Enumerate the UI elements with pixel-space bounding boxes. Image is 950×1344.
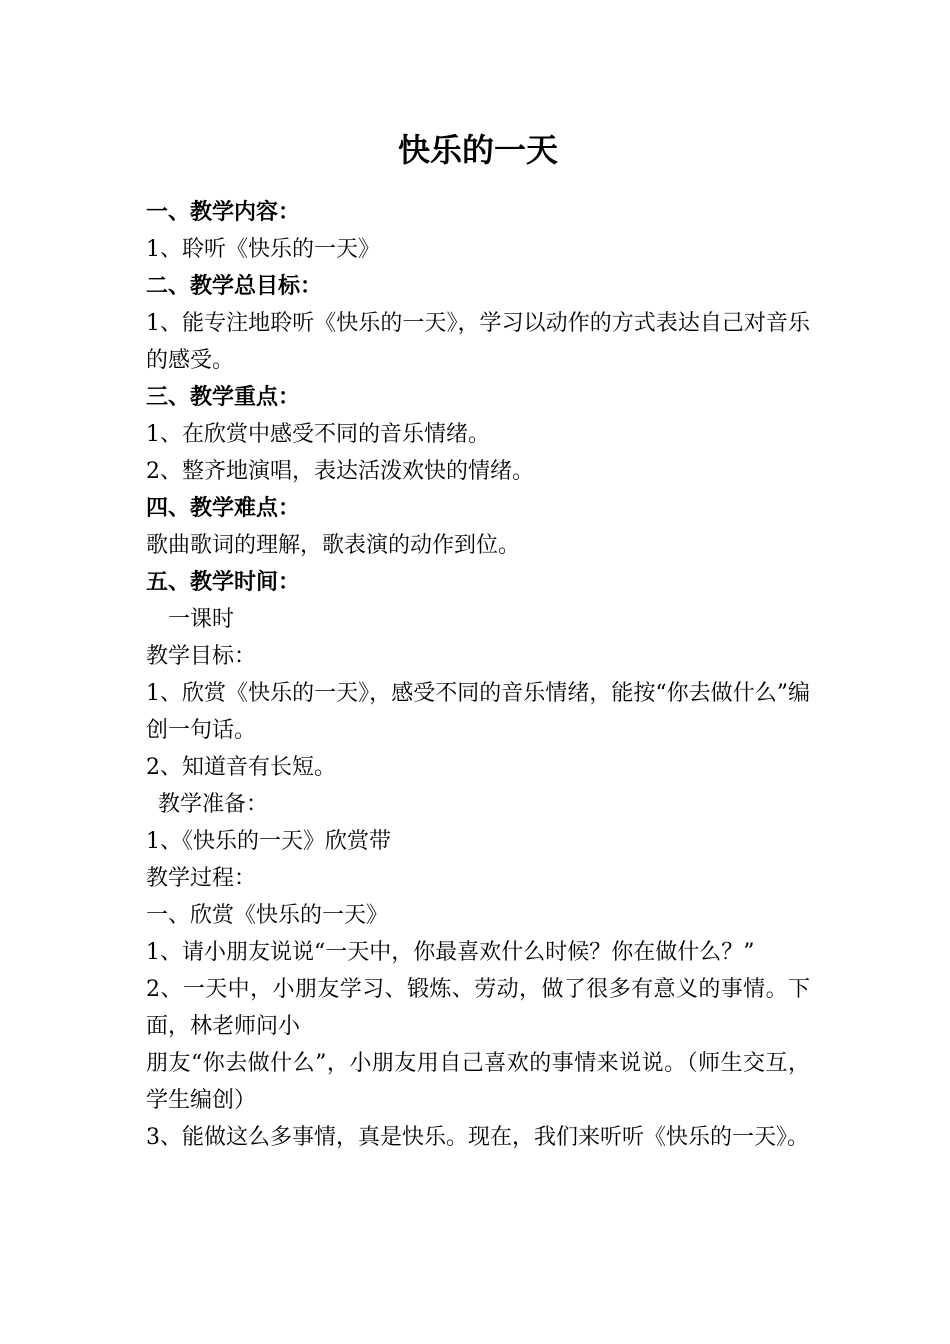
process-step-2: 2、一天中，小朋友学习、锻炼、劳动，做了很多有意义的事情。下面，林老师问小 — [146, 977, 810, 1039]
section-heading-difficulties: 四、教学难点： — [146, 496, 301, 521]
preparation-label: 教学准备： — [158, 792, 269, 817]
section-heading-content: 一、教学内容： — [146, 200, 301, 225]
process-step-heading: 一、欣赏《快乐的一天》 — [146, 903, 389, 928]
process-step-1: 1、请小朋友说说“一天中，你最喜欢什么时候？你在做什么？” — [146, 940, 755, 965]
content-item-1: 1、聆听《快乐的一天》 — [146, 237, 380, 262]
lesson-goal-1: 1、欣赏《快乐的一天》，感受不同的音乐情绪，能按“你去做什么”编创一句话。 — [146, 681, 810, 743]
section-heading-goals: 二、教学总目标： — [146, 274, 323, 299]
process-label: 教学过程： — [146, 866, 257, 891]
difficulty-text: 歌曲歌词的理解，歌表演的动作到位。 — [146, 533, 521, 558]
process-step-2-continued: 朋友“你去做什么”，小朋友用自己喜欢的事情来说说。（师生交互，学生编创） — [146, 1051, 810, 1113]
document-title: 快乐的一天 — [397, 131, 558, 169]
lesson-goals-label: 教学目标： — [146, 644, 257, 669]
process-step-3: 3、能做这么多事情，真是快乐。现在，我们来听听《快乐的一天》。 — [146, 1125, 809, 1150]
goal-item-1: 1、能专注地聆听《快乐的一天》，学习以动作的方式表达自己对音乐的感受。 — [146, 311, 810, 373]
document-page — [146, 128, 810, 1156]
key-point-2: 2、整齐地演唱，表达活泼欢快的情绪。 — [146, 459, 534, 484]
key-point-1: 1、在欣赏中感受不同的音乐情绪。 — [146, 422, 490, 447]
preparation-item-1: 1、《快乐的一天》欣赏带 — [146, 829, 391, 854]
time-text: 一课时 — [168, 607, 235, 632]
section-heading-time: 五、教学时间： — [146, 570, 301, 595]
lesson-goal-2: 2、知道音有长短。 — [146, 755, 336, 780]
section-heading-key-points: 三、教学重点： — [146, 385, 301, 410]
